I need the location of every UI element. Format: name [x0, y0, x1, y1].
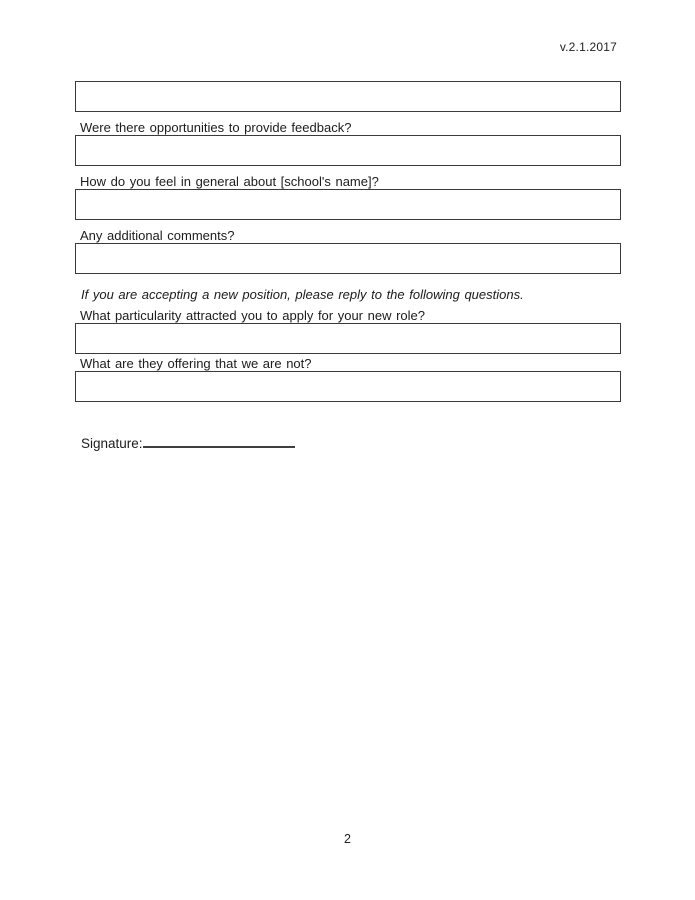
answer-box-continued-question[interactable]: [75, 81, 621, 112]
question-additional-comments: Any additional comments?: [80, 228, 235, 243]
signature-line[interactable]: [143, 433, 295, 448]
signature-row: [75, 433, 621, 451]
signature-label: Signature:: [81, 436, 143, 451]
answer-box-attraction-new-role[interactable]: [75, 323, 621, 354]
form-content: [75, 0, 621, 451]
question-what-they-offer: What are they offering that we are not?: [80, 356, 312, 371]
question-feel-about-school: How do you feel in general about [school's name]?: [80, 174, 379, 189]
answer-box-feedback-opportunities[interactable]: [75, 135, 621, 166]
question-feedback-opportunities: Were there opportunities to provide feedback?: [80, 120, 352, 135]
new-position-intro-note: If you are accepting a new position, please reply to the following questions.: [81, 287, 524, 302]
question-attraction-new-role: What particularity attracted you to apply for your new role?: [80, 308, 425, 323]
answer-box-additional-comments[interactable]: [75, 243, 621, 274]
version-label: v.2.1.2017: [559, 40, 617, 54]
page-number: 2: [344, 832, 351, 846]
answer-box-what-they-offer[interactable]: [75, 371, 621, 402]
answer-box-feel-about-school[interactable]: [75, 189, 621, 220]
